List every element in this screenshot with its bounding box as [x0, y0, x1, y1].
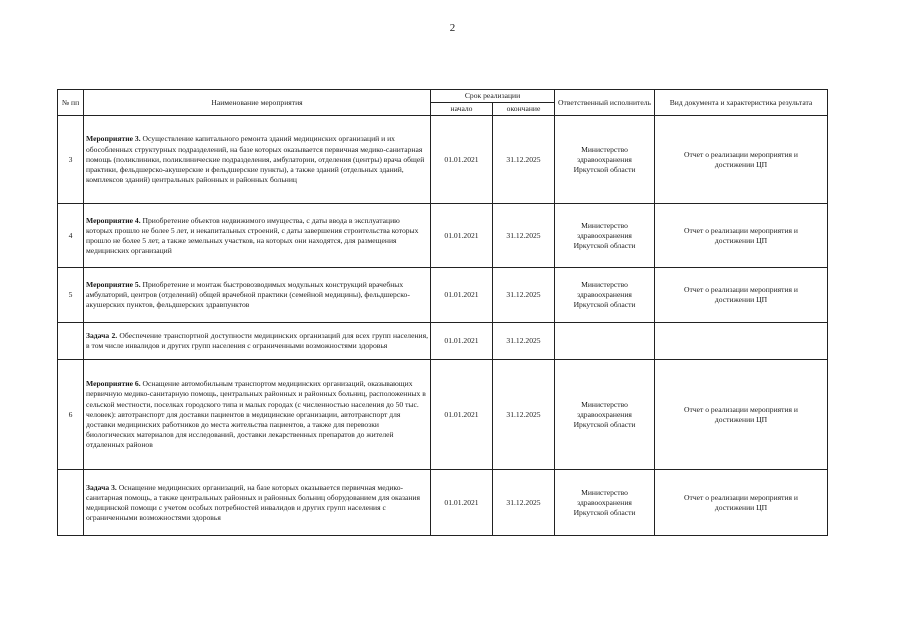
- header-document: Вид документа и характеристика результата: [655, 90, 828, 116]
- row-responsible: [555, 268, 655, 323]
- row-start: 01.01.2021: [431, 116, 493, 204]
- responsible-line: Министерство: [581, 220, 628, 230]
- table-row: [58, 116, 828, 204]
- responsible-line: здравоохранения: [577, 290, 632, 300]
- responsible-line: Министерство: [581, 399, 628, 409]
- responsible-line: здравоохранения: [577, 497, 632, 507]
- row-label: Задача 3.: [86, 482, 117, 492]
- row-name: [84, 323, 431, 360]
- responsible-line: здравоохранения: [577, 409, 632, 419]
- activities-table: [57, 89, 828, 536]
- document-line: достижении ЦП: [714, 159, 768, 169]
- row-document: [655, 470, 828, 536]
- header-start: начало: [431, 103, 493, 116]
- row-responsible: [555, 470, 655, 536]
- responsible-line: Иркутской области: [573, 300, 636, 310]
- header-end: окончание: [493, 103, 555, 116]
- row-document: [655, 204, 828, 268]
- row-start: 01.01.2021: [431, 470, 493, 536]
- responsible-line: Иркутской области: [573, 507, 636, 517]
- row-text: Приобретение объектов недвижимого имущества, с даты ввода в эксплуатацию которых прошло не более 5 лет, и некапитальных строений, с даты завершения строительства которых прошло не более 5 лет, а также земельных участков, на которых они находятся, для размещения медицинских организаций: [86, 215, 419, 255]
- row-num: 6: [58, 360, 84, 470]
- document-line: достижении ЦП: [714, 295, 768, 305]
- row-responsible: [555, 360, 655, 470]
- row-name: [84, 204, 431, 268]
- document-line: достижении ЦП: [714, 502, 768, 512]
- responsible-line: Министерство: [581, 487, 628, 497]
- row-document: [655, 268, 828, 323]
- responsible-line: Иркутской области: [573, 240, 636, 250]
- row-name: [84, 116, 431, 204]
- row-start: 01.01.2021: [431, 204, 493, 268]
- document-line: достижении ЦП: [714, 235, 768, 245]
- row-label: Мероприятие 3.: [86, 134, 141, 144]
- responsible-line: Иркутской области: [573, 419, 636, 429]
- row-responsible: [555, 204, 655, 268]
- table-row: [58, 470, 828, 536]
- row-responsible: [555, 323, 655, 360]
- responsible-line: Министерство: [581, 144, 628, 154]
- row-num: 4: [58, 204, 84, 268]
- page-number: 2: [449, 22, 456, 34]
- row-text: Оснащение медицинских организаций, на базе которых оказывается первичная медико-санитарная помощь, а также центральных районных и районных больниц оборудованием для оказания медицинской помощи с учетом особых потребностей инвалидов и других групп населения с ограниченными возможностями здоровья: [86, 482, 420, 522]
- document-line: Отчет о реализации мероприятия и: [684, 225, 798, 235]
- row-name: [84, 360, 431, 470]
- table-body: [58, 116, 828, 536]
- row-responsible: [555, 116, 655, 204]
- row-document: [655, 360, 828, 470]
- row-text: Оснащение автомобильным транспортом медицинских организаций, оказывающих первичную медико-санитарную помощь, центральных районных и районных больниц, расположенных в сельской местности, поселках городского типа и малых городах (с численностью населения до 50 тыс. человек): автотранспорт для доставки пациентов в медицинские организации, автотранспорт для доставки медицинских работников до места жительства пациентов, а также для перевозки биологических материалов для исследований, доставки лекарственных препаратов до жителей отдаленных районов: [86, 379, 426, 449]
- row-label: Мероприятие 4.: [86, 215, 141, 225]
- row-start: 01.01.2021: [431, 268, 493, 323]
- row-document: [655, 116, 828, 204]
- row-end: 31.12.2025: [493, 204, 555, 268]
- document-line: Отчет о реализации мероприятия и: [684, 404, 798, 414]
- row-label: Мероприятие 6.: [86, 379, 141, 389]
- document-line: Отчет о реализации мероприятия и: [684, 285, 798, 295]
- row-num: [58, 323, 84, 360]
- row-label: Задача 2.: [86, 331, 118, 341]
- row-label: Мероприятие 5.: [86, 280, 141, 289]
- row-num: [58, 470, 84, 536]
- row-document: [655, 323, 828, 360]
- row-end: 31.12.2025: [493, 470, 555, 536]
- row-end: 31.12.2025: [493, 116, 555, 204]
- responsible-line: здравоохранения: [577, 230, 632, 240]
- row-num: 3: [58, 116, 84, 204]
- row-name: [84, 268, 431, 323]
- header-num: № пп: [58, 90, 84, 116]
- row-text: Приобретение и монтаж быстровозводимых модульных конструкций врачебных амбулаторий, центров (отделений) общей врачебной практики (семейной медицины), фельдшерско-акушерских пунктов, фельдшерских здравпунктов: [86, 280, 410, 310]
- header-responsible: Ответственный исполнитель: [555, 90, 655, 116]
- row-end: 31.12.2025: [493, 268, 555, 323]
- header-name: Наименование мероприятия: [84, 90, 431, 116]
- row-start: 01.01.2021: [431, 360, 493, 470]
- document-line: достижении ЦП: [714, 414, 768, 424]
- header-period: Срок реализации: [431, 90, 555, 103]
- table-row: [58, 360, 828, 470]
- row-end: 31.12.2025: [493, 360, 555, 470]
- responsible-line: здравоохранения: [577, 154, 632, 164]
- table-row: [58, 204, 828, 268]
- responsible-line: Иркутской области: [573, 164, 636, 174]
- row-text: Обеспечение транспортной доступности медицинских организаций для всех групп населения, в том числе инвалидов и других групп населения с ограниченными возможностями здоровья: [86, 331, 428, 351]
- table-row: [58, 268, 828, 323]
- row-start: 01.01.2021: [431, 323, 493, 360]
- document-line: Отчет о реализации мероприятия и: [684, 149, 798, 159]
- table-row: [58, 323, 828, 360]
- responsible-line: Министерство: [581, 280, 628, 289]
- row-name: [84, 470, 431, 536]
- row-end: 31.12.2025: [493, 323, 555, 360]
- row-text: Осуществление капитального ремонта зданий медицинских организаций и их обособленных структурных подразделений, на базе которых оказывается первичная медико-санитарная помощь (поликлиники, поликлинические подразделения, амбулатории, отделения (центры) врача общей практики, фельдшерско-акушерские и фельдшерские пункты), а также зданий (отдельных зданий, комплексов зданий) центральных районных и районных больниц: [86, 134, 425, 184]
- row-num: 5: [58, 268, 84, 323]
- document-line: Отчет о реализации мероприятия и: [684, 492, 798, 502]
